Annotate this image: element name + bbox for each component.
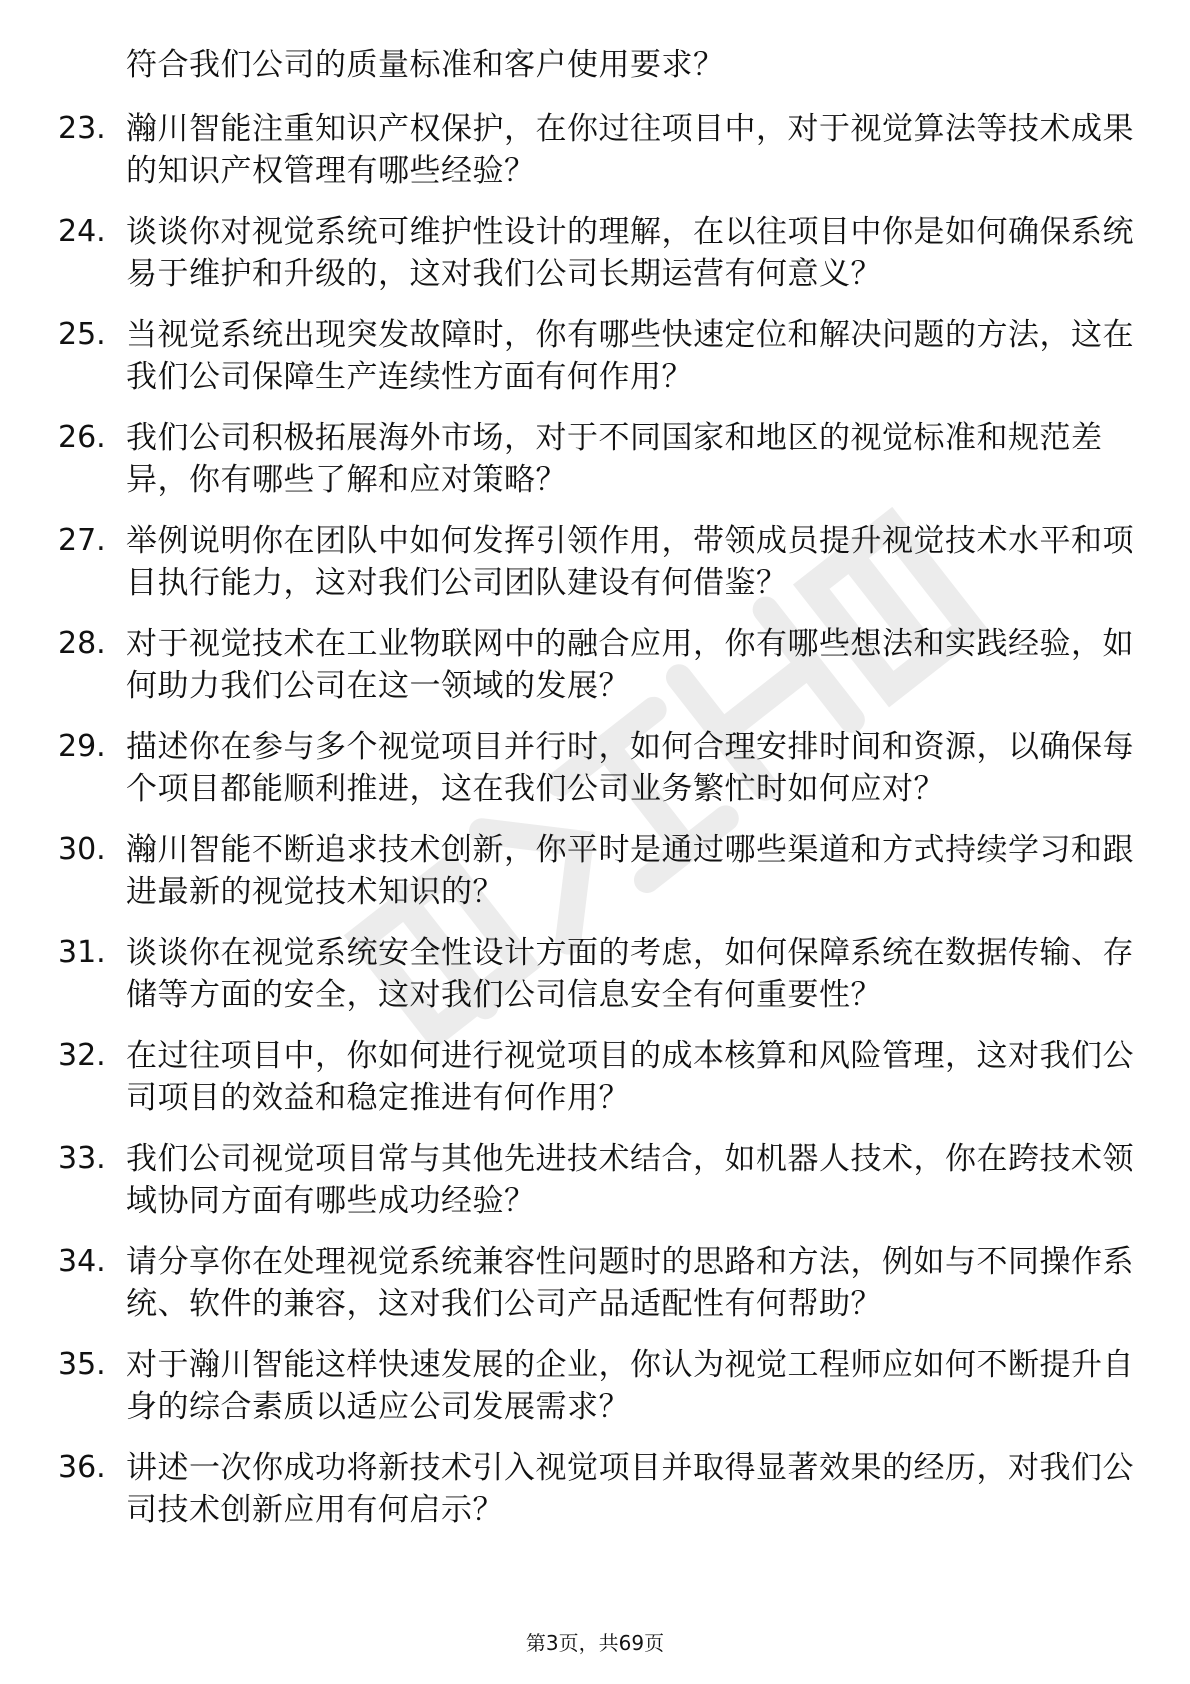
- question-text: 描述你在参与多个视觉项目并行时，如何合理安排时间和资源，以确保每个项目都能顺利推进，这在我们公司业务繁忙时如何应对？: [126, 729, 1134, 807]
- list-item: [58, 1035, 1138, 1119]
- list-item: [58, 108, 1138, 192]
- list-item: [58, 932, 1138, 1016]
- list-item: [58, 623, 1138, 707]
- list-item: [58, 726, 1138, 810]
- question-text: 对于视觉技术在工业物联网中的融合应用，你有哪些想法和实践经验，如何助力我们公司在这一领域的发展？: [126, 626, 1134, 704]
- question-number: 33.: [58, 1141, 106, 1176]
- list-item: [58, 520, 1138, 604]
- question-number: 25.: [58, 317, 106, 352]
- question-text: 请分享你在处理视觉系统兼容性问题时的思路和方法，例如与不同操作系统、软件的兼容，这对我们公司产品适配性有何帮助？: [126, 1244, 1134, 1322]
- question-number: 26.: [58, 420, 106, 455]
- question-number: 27.: [58, 523, 106, 558]
- question-number: 36.: [58, 1450, 106, 1485]
- list-item: [58, 1241, 1138, 1325]
- question-text: 当视觉系统出现突发故障时，你有哪些快速定位和解决问题的方法，这在我们公司保障生产连续性方面有何作用？: [126, 317, 1134, 395]
- page-footer: 第3页，共69页: [525, 1631, 665, 1655]
- question-text: 我们公司积极拓展海外市场，对于不同国家和地区的视觉标准和规范差异，你有哪些了解和应对策略？: [126, 420, 1103, 498]
- list-item: [58, 211, 1138, 295]
- question-number: 31.: [58, 935, 106, 970]
- question-text: 谈谈你对视觉系统可维护性设计的理解，在以往项目中你是如何确保系统易于维护和升级的，这对我们公司长期运营有何意义？: [126, 214, 1134, 292]
- list-item: [58, 417, 1138, 501]
- question-text: 在过往项目中，你如何进行视觉项目的成本核算和风险管理，这对我们公司项目的效益和稳定推进有何作用？: [126, 1038, 1134, 1116]
- question-number: 24.: [58, 214, 106, 249]
- continuation-line: 符合我们公司的质量标准和客户使用要求？: [126, 47, 725, 83]
- question-number: 28.: [58, 626, 106, 661]
- question-number: 32.: [58, 1038, 106, 1073]
- question-number: 29.: [58, 729, 106, 764]
- question-number: 34.: [58, 1244, 106, 1279]
- question-number: 35.: [58, 1347, 106, 1382]
- question-number: 23.: [58, 111, 106, 146]
- list-item: [58, 1344, 1138, 1428]
- question-text: 谈谈你在视觉系统安全性设计方面的考虑，如何保障系统在数据传输、存储等方面的安全，这对我们公司信息安全有何重要性？: [126, 935, 1134, 1013]
- question-text: 对于瀚川智能这样快速发展的企业，你认为视觉工程师应如何不断提升自身的综合素质以适应公司发展需求？: [126, 1347, 1134, 1425]
- list-item: [58, 1447, 1138, 1531]
- question-text: 瀚川智能注重知识产权保护，在你过往项目中，对于视觉算法等技术成果的知识产权管理有哪些经验？: [126, 111, 1134, 189]
- list-item: [58, 1138, 1138, 1222]
- question-text: 瀚川智能不断追求技术创新，你平时是通过哪些渠道和方式持续学习和跟进最新的视觉技术知识的？: [126, 832, 1134, 910]
- question-number: 30.: [58, 832, 106, 867]
- question-text: 我们公司视觉项目常与其他先进技术结合，如机器人技术，你在跨技术领域协同方面有哪些成功经验？: [126, 1141, 1134, 1219]
- list-item: [58, 314, 1138, 398]
- question-list: [58, 44, 1138, 1550]
- list-item: [58, 829, 1138, 913]
- question-text: 举例说明你在团队中如何发挥引领作用，带领成员提升视觉技术水平和项目执行能力，这对我们公司团队建设有何借鉴？: [126, 523, 1134, 601]
- question-text: 讲述一次你成功将新技术引入视觉项目并取得显著效果的经历，对我们公司技术创新应用有何启示？: [126, 1450, 1134, 1528]
